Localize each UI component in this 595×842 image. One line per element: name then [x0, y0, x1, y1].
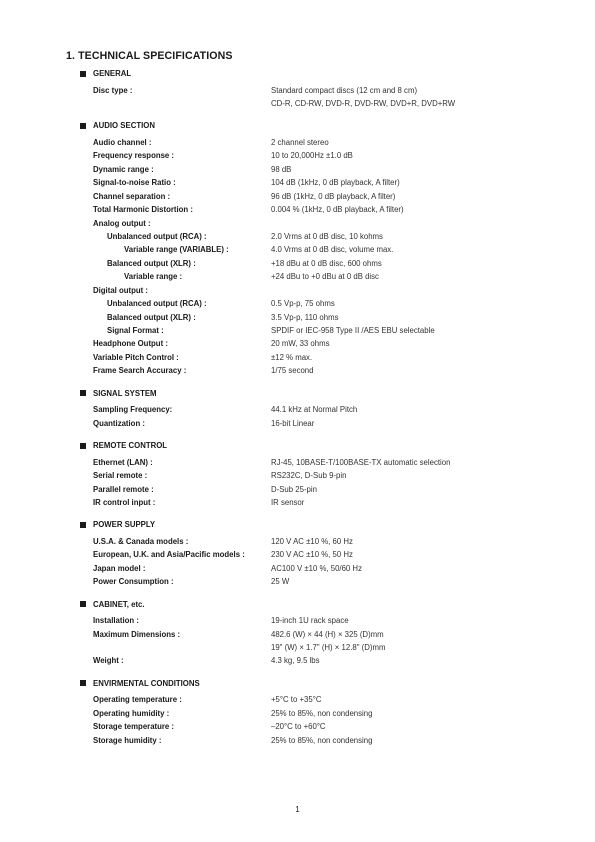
spec-value: 1/75 second	[271, 366, 314, 376]
spec-label: Ethernet (LAN) :	[93, 457, 153, 467]
spec-row	[0, 176, 595, 189]
spec-value: 0.5 Vp-p, 75 ohms	[271, 299, 335, 309]
spec-label: Parallel remote :	[93, 484, 154, 494]
spec-value: 2.0 Vrms at 0 dB disc, 10 kohms	[271, 231, 383, 241]
spec-row	[0, 337, 595, 350]
spec-label: U.S.A. & Canada models :	[93, 536, 189, 546]
spec-row	[0, 324, 595, 337]
spec-value: +18 dBu at 0 dB disc, 600 ohms	[271, 258, 382, 268]
spec-row	[0, 417, 595, 430]
spec-value: ±12 % max.	[271, 352, 313, 362]
spec-row	[0, 535, 595, 548]
spec-row	[0, 456, 595, 469]
spec-value: 25 W	[271, 577, 290, 587]
section-heading	[93, 439, 595, 453]
spec-row	[0, 720, 595, 733]
spec-content	[0, 67, 595, 756]
spec-row	[0, 270, 595, 283]
spec-label: Sampling Frequency:	[93, 405, 173, 415]
spec-section	[0, 439, 595, 518]
section-heading	[93, 518, 595, 532]
spec-label: Balanced output (XLR) :	[107, 258, 196, 268]
spec-section	[0, 518, 595, 597]
spec-label: Frequency response :	[93, 151, 175, 161]
spec-row	[0, 734, 595, 747]
section-heading	[93, 677, 595, 691]
spec-value: 44.1 kHz at Normal Pitch	[271, 405, 358, 415]
spec-value: –20°C to +60°C	[271, 722, 326, 732]
spec-label: Signal-to-noise Ratio :	[93, 178, 176, 188]
spec-label: Balanced output (XLR) :	[107, 312, 196, 322]
spec-label: Unbalanced output (RCA) :	[107, 299, 207, 309]
spec-label: Variable Pitch Control :	[93, 352, 179, 362]
spec-label: Variable range :	[124, 272, 183, 282]
spec-section	[0, 677, 595, 756]
spec-row	[0, 548, 595, 561]
spec-row	[0, 562, 595, 575]
spec-label: IR control input :	[93, 497, 156, 507]
spec-value: 104 dB (1kHz, 0 dB playback, A filter)	[271, 178, 400, 188]
spec-value: 98 dB	[271, 164, 292, 174]
spec-row	[0, 163, 595, 176]
square-bullet-icon	[80, 601, 86, 607]
spec-row	[0, 297, 595, 310]
spec-label: Serial remote :	[93, 471, 148, 481]
spec-row	[0, 257, 595, 270]
spec-value: RS232C, D-Sub 9-pin	[271, 471, 347, 481]
spec-value: Standard compact discs (12 cm and 8 cm)	[271, 85, 418, 95]
spec-row	[0, 641, 595, 654]
section-heading-text: GENERAL	[93, 69, 132, 78]
square-bullet-icon	[80, 71, 86, 77]
section-heading-text: ENVIRMENTAL CONDITIONS	[93, 678, 200, 688]
spec-value: IR sensor	[271, 497, 305, 507]
spec-row	[0, 351, 595, 364]
section-heading	[93, 67, 595, 81]
spec-label: Storage humidity :	[93, 735, 162, 745]
page-number: 1	[295, 805, 300, 814]
spec-label: Total Harmonic Distortion :	[93, 205, 193, 215]
spec-section	[0, 119, 595, 386]
spec-row	[0, 575, 595, 588]
spec-value: AC100 V ±10 %, 50/60 Hz	[271, 563, 362, 573]
spec-row	[0, 654, 595, 667]
spec-label: Headphone Output :	[93, 339, 168, 349]
spec-section	[0, 67, 595, 119]
spec-label: Operating humidity :	[93, 708, 170, 718]
spec-row	[0, 284, 595, 297]
spec-row	[0, 311, 595, 324]
spec-row	[0, 496, 595, 509]
spec-value: 230 V AC ±10 %, 50 Hz	[271, 550, 353, 560]
spec-row	[0, 364, 595, 377]
spec-value: SPDIF or IEC-958 Type II /AES EBU selectable	[271, 326, 435, 335]
spec-row	[0, 707, 595, 720]
spec-value: 10 to 20,000Hz ±1.0 dB	[271, 151, 353, 161]
square-bullet-icon	[80, 443, 86, 449]
spec-label: Unbalanced output (RCA) :	[107, 231, 207, 241]
spec-value: +24 dBu to +0 dBu at 0 dB disc	[271, 272, 379, 282]
spec-row	[0, 149, 595, 162]
section-heading-text: REMOTE CONTROL	[93, 441, 168, 451]
spec-label: Installation :	[93, 616, 139, 626]
spec-value: 4.3 kg, 9.5 lbs	[271, 656, 320, 666]
square-bullet-icon	[80, 522, 86, 528]
section-heading-text: AUDIO SECTION	[93, 121, 155, 131]
spec-label: Japan model :	[93, 563, 146, 573]
spec-section	[0, 598, 595, 677]
spec-label: Power Consumption :	[93, 577, 174, 587]
spec-value: 120 V AC ±10 %, 60 Hz	[271, 536, 353, 546]
spec-value: CD-R, CD-RW, DVD-R, DVD-RW, DVD+R, DVD+RW	[271, 98, 456, 108]
spec-value: +5°C to +35°C	[271, 695, 322, 705]
spec-label: Disc type :	[93, 85, 133, 95]
spec-label: Maximum Dimensions :	[93, 629, 181, 639]
square-bullet-icon	[80, 680, 86, 686]
spec-label: Operating temperature :	[93, 695, 182, 705]
spec-label: European, U.K. and Asia/Pacific models :	[93, 550, 245, 560]
spec-section	[0, 387, 595, 439]
spec-label: Audio channel :	[93, 137, 152, 147]
spec-row	[0, 628, 595, 641]
spec-label: Digital output :	[93, 285, 148, 295]
spec-row	[0, 614, 595, 627]
spec-label: Analog output :	[93, 218, 151, 228]
spec-row	[0, 693, 595, 706]
spec-value: 19-inch 1U rack space	[271, 616, 349, 626]
spec-value: 25% to 85%, non condensing	[271, 735, 373, 745]
section-heading	[93, 119, 595, 133]
spec-label: Channel separation :	[93, 191, 171, 201]
square-bullet-icon	[80, 390, 86, 396]
spec-value: 4.0 Vrms at 0 dB disc, volume max.	[271, 245, 394, 255]
section-heading-text: POWER SUPPLY	[93, 520, 156, 530]
spec-label: Dynamic range :	[93, 164, 154, 174]
spec-value: 3.5 Vp-p, 110 ohms	[271, 312, 339, 322]
section-heading-text: CABINET, etc.	[93, 599, 145, 609]
spec-row	[0, 190, 595, 203]
spec-value: 482.6 (W) × 44 (H) × 325 (D)mm	[271, 629, 384, 639]
spec-row	[0, 84, 595, 97]
spec-value: D-Sub 25-pin	[271, 484, 317, 494]
spec-value: 19" (W) × 1.7" (H) × 12.8" (D)mm	[271, 643, 386, 652]
spec-value: 20 mW, 33 ohms	[271, 339, 330, 349]
page-title: 1. TECHNICAL SPECIFICATIONS	[66, 50, 233, 62]
spec-value: 16-bit Linear	[271, 418, 315, 428]
spec-row	[0, 403, 595, 416]
spec-row	[0, 136, 595, 149]
spec-label: Frame Search Accuracy :	[93, 366, 187, 376]
spec-value: 0.004 % (1kHz, 0 dB playback, A filter)	[271, 205, 404, 215]
spec-label: Variable range (VARIABLE) :	[124, 245, 229, 255]
spec-label: Signal Format :	[107, 326, 164, 335]
spec-row	[0, 230, 595, 243]
section-heading	[93, 598, 595, 612]
spec-row	[0, 483, 595, 496]
spec-row	[0, 203, 595, 216]
spec-row	[0, 97, 595, 110]
spec-value: 96 dB (1kHz, 0 dB playback, A filter)	[271, 191, 396, 201]
spec-value: RJ-45, 10BASE-T/100BASE-TX automatic selection	[271, 457, 451, 467]
spec-label: Quantization :	[93, 418, 145, 428]
spec-value: 25% to 85%, non condensing	[271, 708, 373, 718]
spec-label: Weight :	[93, 656, 124, 666]
spec-row	[0, 469, 595, 482]
section-heading-text: SIGNAL SYSTEM	[93, 388, 157, 398]
spec-row	[0, 217, 595, 230]
spec-row	[0, 243, 595, 256]
spec-label: Storage temperature :	[93, 722, 175, 732]
spec-value: 2 channel stereo	[271, 137, 329, 147]
square-bullet-icon	[80, 123, 86, 129]
section-heading	[93, 387, 595, 401]
